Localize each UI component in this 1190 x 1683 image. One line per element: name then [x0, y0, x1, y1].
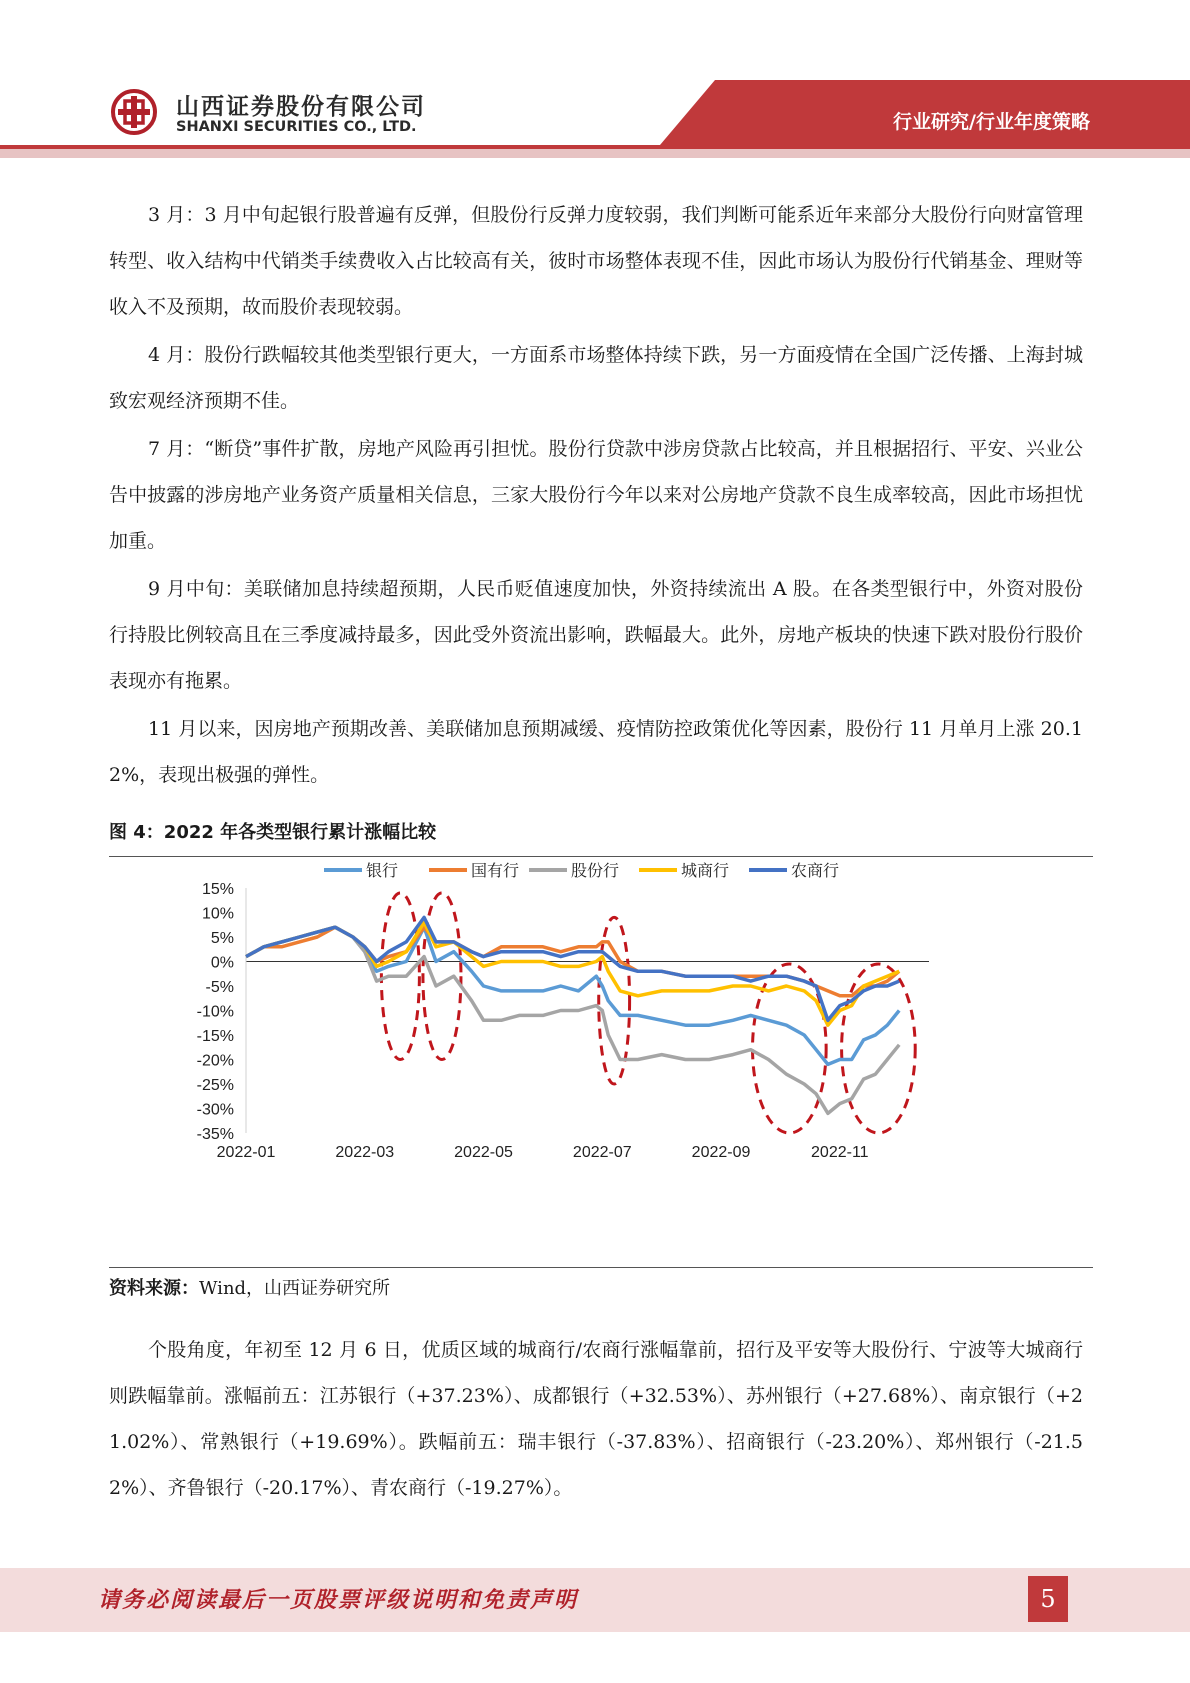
y-tick-label: -5% [205, 979, 234, 996]
figure-source [109, 1272, 390, 1306]
paragraph-july: 7 月：“断贷”事件扩散，房地产风险再引担忧。股份行贷款中涉房贷款占比较高，并且根据招行、平安、兴业公告中披露的涉房地产业务资产质量相关信息，三家大股份行今年以来对公房地产贷款不良生成率较高，因此市场担忧加重。 [109, 438, 1083, 552]
y-tick-label: 5% [210, 930, 234, 947]
y-tick-label: -15% [196, 1028, 234, 1045]
y-tick-label: 10% [201, 905, 234, 923]
y-tick-label: -20% [196, 1052, 234, 1070]
figure-top-rule [109, 856, 1093, 857]
y-tick-label: -25% [196, 1077, 234, 1094]
source-text: Wind，山西证券研究所 [199, 1278, 391, 1299]
body-text-2 [109, 1327, 1083, 1513]
legend-label: 银行 [366, 863, 399, 880]
chart-series [246, 917, 899, 1113]
chart-legend [324, 862, 839, 880]
x-tick-label: 2022-05 [454, 1144, 513, 1161]
header-band [0, 0, 1190, 160]
legend-label: 股份行 [571, 863, 620, 880]
annotation-ellipse [842, 964, 916, 1133]
page-number: 5 [1028, 1576, 1068, 1622]
report-category: 行业研究/行业年度策略 [893, 111, 1090, 133]
paragraph-november: 11 月以来，因房地产预期改善、美联储加息预期减缓、疫情防控政策优化等因素，股份行 11 月单月上涨 20.12%，表现出极强的弹性。 [109, 718, 1083, 786]
line-chart [109, 858, 1093, 1266]
footer-disclaimer: 请务必阅读最后一页股票评级说明和免责声明 [98, 1587, 579, 1613]
y-tick-label: -30% [196, 1101, 234, 1119]
company-logo-icon [110, 88, 158, 136]
header-shade [0, 149, 1190, 158]
paragraph-stocks: 个股角度，年初至 12 月 6 日，优质区域的城商行/农商行涨幅靠前，招行及平安等大股份行、宁波等大城商行则跌幅靠前。涨幅前五：江苏银行（+37.23%）、成都银行（+32.53%）、苏州银行（+27.68%）、南京银行（+21.02%）、常熟银行（+19.69%）。跌幅前五：瑞丰银行（-37.83%）、招商银行（-23.20%）、郑州银行（-21.52%）、齐鲁银行（-20.17%）、青农商行（-19.27%）。 [109, 1339, 1083, 1499]
figure-title: 图 4：2022 年各类型银行累计涨幅比较 [109, 822, 437, 843]
paragraph-september: 9 月中旬：美联储加息持续超预期，人民币贬值速度加快，外资持续流出 A 股。在各类型银行中，外资对股份行持股比例较高且在三季度减持最多，因此受外资流出影响，跌幅最大。此外，房地产板块的快速下跌对股份行股价表现亦有拖累。 [109, 578, 1083, 692]
legend-label: 国有行 [471, 863, 520, 880]
company-name-cn: 山西证券股份有限公司 [176, 94, 426, 120]
legend-label: 农商行 [791, 863, 840, 880]
figure-bottom-rule [109, 1267, 1093, 1268]
page-header [0, 0, 1190, 160]
y-tick-label: -35% [196, 1126, 234, 1143]
x-tick-label: 2022-01 [216, 1144, 276, 1161]
body-text [109, 192, 1083, 800]
header-rule [0, 145, 1190, 149]
y-tick-label: 0% [210, 954, 234, 972]
y-tick-label: -10% [196, 1003, 234, 1021]
source-label: 资料来源： [109, 1278, 199, 1299]
company-name-en: SHANXI SECURITIES CO., LTD. [176, 119, 417, 135]
x-tick-label: 2022-03 [335, 1144, 395, 1161]
paragraph-march: 3 月：3 月中旬起银行股普遍有反弹，但股份行反弹力度较弱，我们判断可能系近年来部分大股份行向财富管理转型、收入结构中代销类手续费收入占比较高有关，彼时市场整体表现不佳，因此市场认为股份行代销基金、理财等收入不及预期，故而股价表现较弱。 [109, 204, 1083, 318]
chart-container [109, 858, 1093, 1266]
chart-axes [197, 881, 929, 1161]
y-tick-label: 15% [201, 881, 234, 898]
legend-label: 城商行 [681, 863, 730, 880]
x-tick-label: 2022-11 [811, 1144, 869, 1161]
x-tick-label: 2022-09 [691, 1144, 751, 1161]
page-footer [0, 1568, 1190, 1632]
paragraph-april: 4 月：股份行跌幅较其他类型银行更大，一方面系市场整体持续下跌，另一方面疫情在全国广泛传播、上海封城致宏观经济预期不佳。 [109, 344, 1083, 412]
x-tick-label: 2022-07 [572, 1144, 632, 1161]
